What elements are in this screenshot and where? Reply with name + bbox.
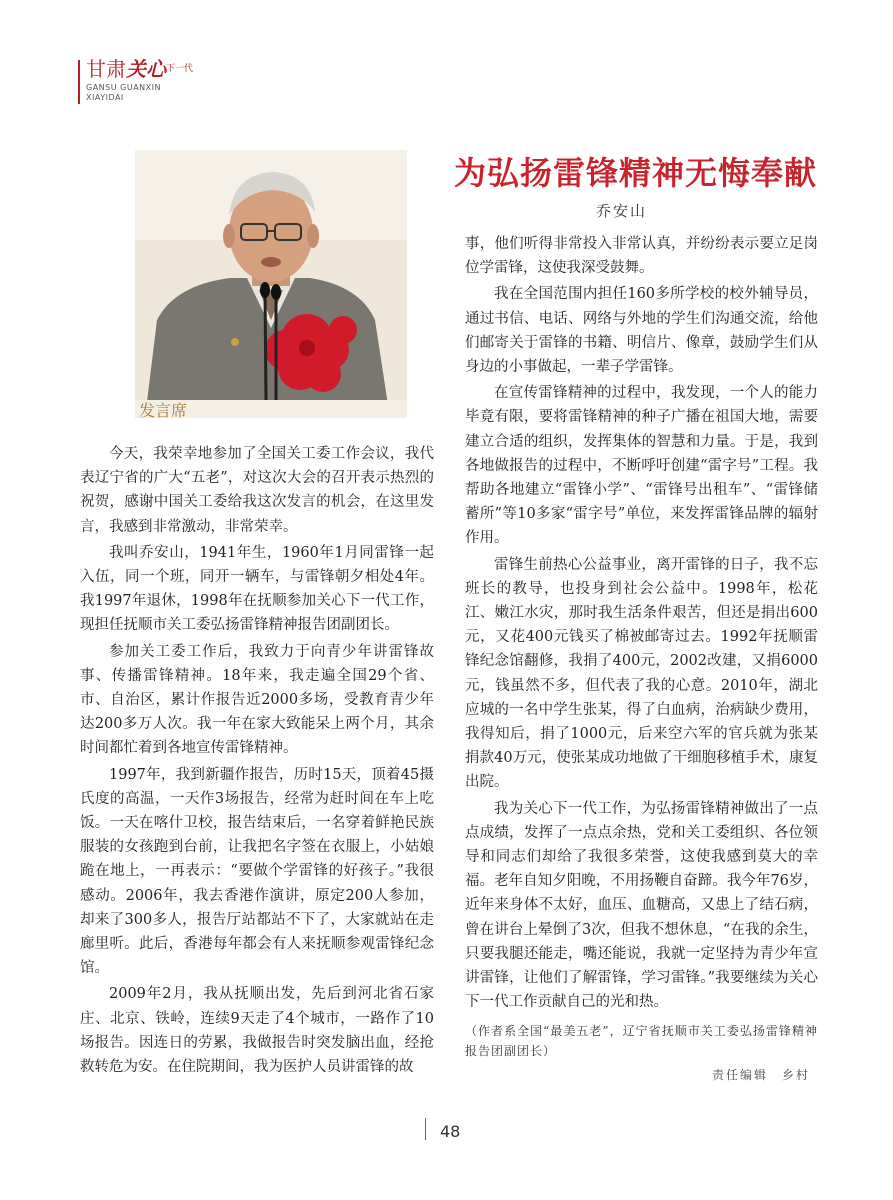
paragraph: 我为关心下一代工作，为弘扬雷锋精神做出了一点点成绩，发挥了一点点余热，党和关工委组织、各位领导和同志们却给了我很多荣誉，这使我感到莫大的幸福。老年自知夕阳晚，不用扬鞭自奋蹄。我今年76岁，近年来身体不太好，血压、血糖高，又患上了结石病，曾在讲台上晕倒了3次，但我不想休息，“在我的余生，只要我腿还能走，嘴还能说，我就一定坚持为青少年宣讲雷锋，让他们了解雷锋，学习雷锋。”我要继续为关心下一代工作贡献自己的光和热。 xyxy=(465,800,818,1011)
speaker-photo-illustration xyxy=(135,150,407,418)
speaker-photo xyxy=(135,150,407,418)
paragraph: 今天，我荣幸地参加了全国关工委工作会议，我代表辽宁省的广大“五老”，对这次大会的召开表示热烈的祝贺，感谢中国关工委给我这次发言的机会，在这里发言，我感到非常激动，非常荣幸。 xyxy=(80,446,434,535)
masthead-en-line-1: GANSU GUANXIN xyxy=(86,83,161,92)
paragraph: 在宣传雷锋精神的过程中，我发现，一个人的能力毕竟有限，要将雷锋精神的种子广播在祖国大地，需要建立合适的组织，发挥集体的智慧和力量。于是，我到各地做报告的过程中，不断呼吁创建“雷字号”工程。我帮助各地建立“雷锋小学”、“雷锋号出租车”、“雷锋储蓄所”等10多家“雷字号”单位，来发挥雷锋品牌的辐射作用。 xyxy=(465,385,818,547)
masthead-bar xyxy=(78,60,80,104)
right-column xyxy=(465,232,818,1087)
paragraph: 2009年2月，我从抚顺出发，先后到河北省石家庄、北京、铁岭，连续9天走了4个城市，一路作了10场报告。因连日的劳累，我做报告时突发脑出血，经抢救转危为安。在住院期间，我为医护人员讲雷锋的故 xyxy=(80,986,434,1076)
masthead-title xyxy=(86,58,193,82)
masthead-title-part-2: 关心 xyxy=(126,57,166,81)
article-title: 为弘扬雷锋精神无悔奉献 xyxy=(454,154,818,192)
paragraph: 我在全国范围内担任160多所学校的校外辅导员，通过书信、电话、网络与外地的学生们沟通交流，给他们邮寄关于雷锋的书籍、明信片、像章，鼓励学生们从身边的小事做起，一辈子学雷锋。 xyxy=(465,286,818,376)
article-author: 乔安山 xyxy=(596,202,648,220)
responsible-editor: 责任编辑 乡村 xyxy=(711,1067,810,1082)
masthead-title-part-1: 甘肃 xyxy=(86,57,126,81)
masthead-en-line-2: XIAYIDAI xyxy=(86,93,124,102)
podium-label: 发言席 xyxy=(139,401,188,418)
page-number: 48 xyxy=(440,1122,461,1141)
paragraph: 1997年，我到新疆作报告，历时15天，顶着45摄氏度的高温，一天作3场报告，经常为赶时间在车上吃饭。一天在喀什卫校，报告结束后，一名穿着鲜艳民族服装的女孩跑到台前，让我把名字签在衣服上，小姑娘跪在地上，一再表示：“要做个学雷锋的好孩子。”我很感动。2006年，我去香港作演讲，原定200人参加，却来了300多人，报告厅站都站不下了，大家就站在走廊里听。此后，香港每年都会有人来抚顺参观雷锋纪念馆。 xyxy=(80,766,434,977)
paragraph: 我叫乔安山，1941年生，1960年1月同雷锋一起入伍，同一个班，同开一辆车，与雷锋朝夕相处4年。我1997年退休，1998年在抚顺参加关心下一代工作，现担任抚顺市关工委弘扬雷锋精神报告团副团长。 xyxy=(80,544,434,634)
paragraph-continued: 事，他们听得非常投入非常认真，并纷纷表示要立足岗位学雷锋，这使我深受鼓舞。 xyxy=(465,236,818,277)
paragraph: 雷锋生前热心公益事业，离开雷锋的日子，我不忘班长的教导，也投身到社会公益中。1998年，松花江、嫩江水灾，那时我生活条件艰苦，但还是捐出600元，又花400元钱买了棉被邮寄过去。1992年抚顺雷锋纪念馆翻修，我捐了400元，2002改建，又捐6000元，钱虽然不多，但代表了我的心意。2010年，湖北应城的一名中学生张某，得了白血病，治病缺少费用，我得知后，捐了1000元，后来空六军的官兵就为张某捐款40万元，使张某成功地做了干细胞移植手术，康复出院。 xyxy=(465,556,818,791)
left-column xyxy=(80,442,434,1081)
folio-divider xyxy=(425,1118,426,1140)
author-note: （作者系全国“最美五老”，辽宁省抚顺市关工委弘扬雷锋精神报告团副团长） xyxy=(465,1023,818,1058)
paragraph: 参加关工委工作后，我致力于向青少年讲雷锋故事、传播雷锋精神。18年来，我走遍全国29个省、市、自治区，累计作报告近2000多场，受教育青少年达200多万人次。我一年在家大致能呆上两个月，其余时间都忙着到各地宣传雷锋精神。 xyxy=(80,643,434,757)
masthead-title-part-3: 下一代 xyxy=(166,64,194,74)
